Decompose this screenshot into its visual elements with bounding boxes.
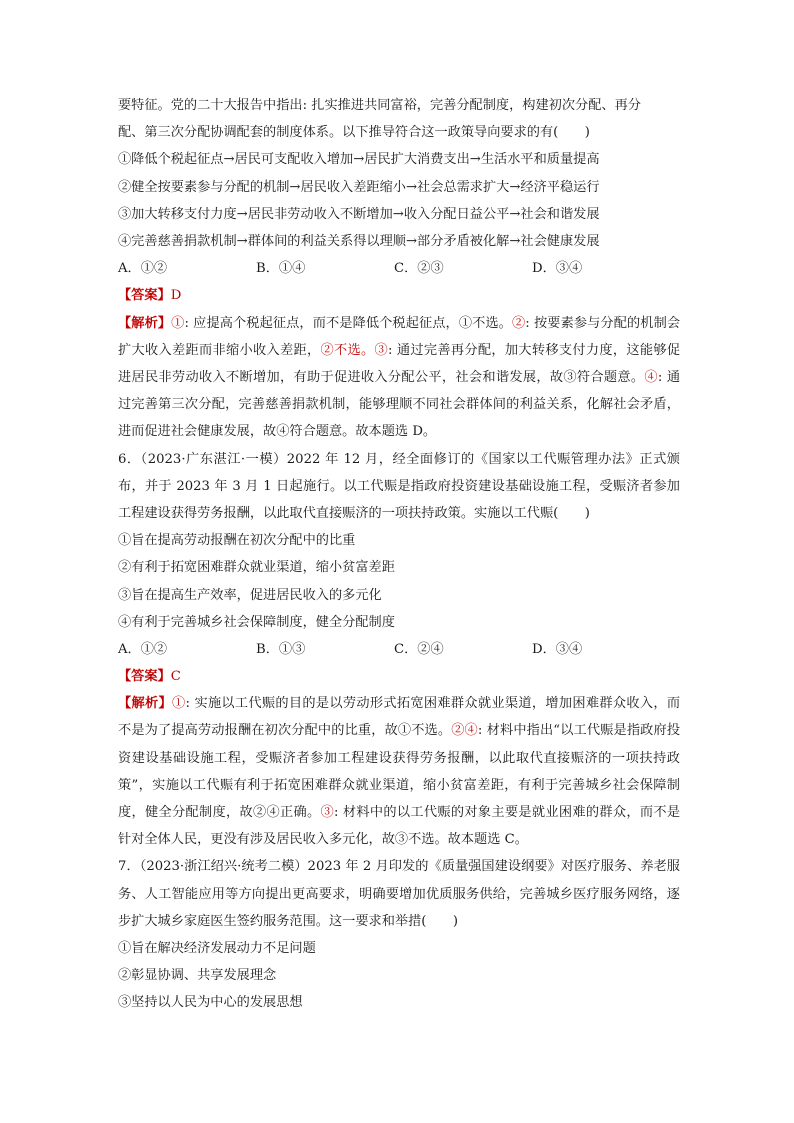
analysis-paragraph	[118, 310, 680, 446]
statement-item: ②健全按要素参与分配的机制→居民收入差距缩小→社会总需求扩大→经济平稳运行	[118, 179, 600, 195]
answer-tag: 【答案】	[118, 288, 171, 304]
analysis-segment: : 实施以工代赈的目的是以劳动形式拓宽困难群众就业渠道，增加困难群众收入，而不是为了提高劳动报酬在初次分配中的比重，故①不选。	[118, 696, 681, 739]
statement-item: ①降低个税起征点→居民可支配收入增加→居民扩大消费支出→生活水平和质量提高	[118, 152, 600, 168]
analysis-segment: : 材料中指出“以工代赈是指政府投资建设基础设施工程，受赈济者参加工程建设获得劳务报酬，以此取代直接赈济的一项扶持政策”，实施以工代赈有利于拓宽困难群众就业渠道，缩小贫富差距，有利于完善城乡社会保障制度，健全分配制度，故②④正确。	[118, 723, 681, 821]
option-a: A．①②	[118, 261, 168, 277]
option-d: D．③④	[532, 261, 583, 277]
analysis-highlight: ①	[171, 315, 185, 331]
analysis-tag: 【解析】	[118, 696, 172, 712]
answer-tag: 【答案】	[118, 669, 171, 685]
analysis-segment: : 材料中的以工代赈的对象主要是就业困难的群众，而不是针对全体人民，更没有涉及居民收入多元化，故③不选。故本题选 C。	[118, 805, 681, 848]
analysis-paragraph	[118, 690, 680, 853]
statement-item: ③旨在提高生产效率，促进居民收入的多元化	[118, 587, 382, 603]
option-d: D．③④	[532, 641, 583, 657]
analysis-highlight: ③	[374, 342, 388, 358]
answer-value: C	[170, 669, 181, 685]
statement-item: ②有利于拓宽困难群众就业渠道，缩小贫富差距	[118, 560, 395, 576]
analysis-segment: : 应提高个税起征点，而不是降低个税起征点，①不选。	[184, 315, 512, 331]
option-a: A．①②	[118, 641, 168, 657]
question-stem: 6．（2023·广东湛江·一模）2022 年 12 月，经全面修订的《国家以工代赈管理办法》正式颁布，并于 2023 年 3 月 1 日起施行。以工代赈是指政府投资建设基础设施工程，受赈济者参加工程建设获得劳务报酬，以此取代直接赈济的一项扶持政策。实施以工代赈( )	[118, 451, 680, 521]
option-c: C．②③	[394, 261, 444, 277]
question-stem-line: 要特征。党的二十大报告中指出: 扎实推进共同富裕，完善分配制度，构建初次分配、再分	[118, 98, 641, 113]
question-6	[118, 446, 680, 854]
analysis-highlight: ③	[320, 805, 334, 821]
analysis-text	[118, 316, 680, 440]
statement-item: ③加大转移支付力度→居民非劳动收入不断增加→收入分配日益公平→社会和谐发展	[118, 206, 600, 222]
analysis-tag: 【解析】	[118, 315, 172, 331]
analysis-segment: : 按要素参与分配的机制会扩大收入差距而非缩小收入差距，	[118, 315, 681, 358]
answer-options	[118, 636, 680, 663]
statement-item: ①旨在提高劳动报酬在初次分配中的比重	[118, 533, 356, 549]
analysis-segment: : 通过完善第三次分配，完善慈善捐款机制，能够理顺不同社会群体间的利益关系，化解社会矛盾，进而促进社会健康发展，故④符合题意。故本题选 D。	[118, 369, 681, 440]
answer-options	[118, 255, 680, 282]
option-c: C．②④	[394, 641, 444, 657]
answer-line	[118, 663, 680, 690]
statement-item: ①旨在解决经济发展动力不足问题	[118, 941, 316, 957]
analysis-text	[118, 696, 680, 847]
analysis-highlight: ②	[511, 315, 526, 331]
statement-item: ④有利于完善城乡社会保障制度，健全分配制度	[118, 614, 395, 630]
question-stem-line: 配、第三次分配协调配套的制度体系。以下推导符合这一政策导向要求的有( )	[118, 125, 590, 141]
statement-item: ④完善慈善捐款机制→群体间的利益关系得以理顺→部分矛盾被化解→社会健康发展	[118, 233, 600, 249]
answer-value: D	[170, 288, 182, 304]
analysis-highlight: ②④	[451, 723, 478, 739]
option-b: B．①④	[256, 261, 306, 277]
statement-item: ②彰显协调、共享发展理念	[118, 968, 277, 984]
question-7	[118, 853, 680, 1016]
analysis-segment: : 通过完善再分配，加大转移支付力度，这能够促进居民非劳动收入不断增加，有助于促进收入分配公平，社会和谐发展，故③符合题意。	[118, 342, 681, 385]
answer-line	[118, 282, 680, 309]
document-content	[118, 92, 680, 1017]
statement-item: ③坚持以人民为中心的发展思想	[118, 995, 303, 1011]
analysis-highlight: ②不选。	[320, 342, 375, 358]
analysis-highlight: ①	[172, 696, 186, 712]
analysis-highlight: ④	[644, 369, 658, 385]
question-stem: 7．（2023·浙江绍兴·统考二模）2023 年 2 月印发的《质量强国建设纲要》对医疗服务、养老服务、人工智能应用等方向提出更高要求，明确要增加优质服务供给，完善城乡医疗服务网络，逐步扩大城乡家庭医生签约服务范围。这一要求和举措( )	[118, 859, 680, 929]
question-5	[118, 92, 680, 446]
option-b: B．①③	[256, 641, 306, 657]
